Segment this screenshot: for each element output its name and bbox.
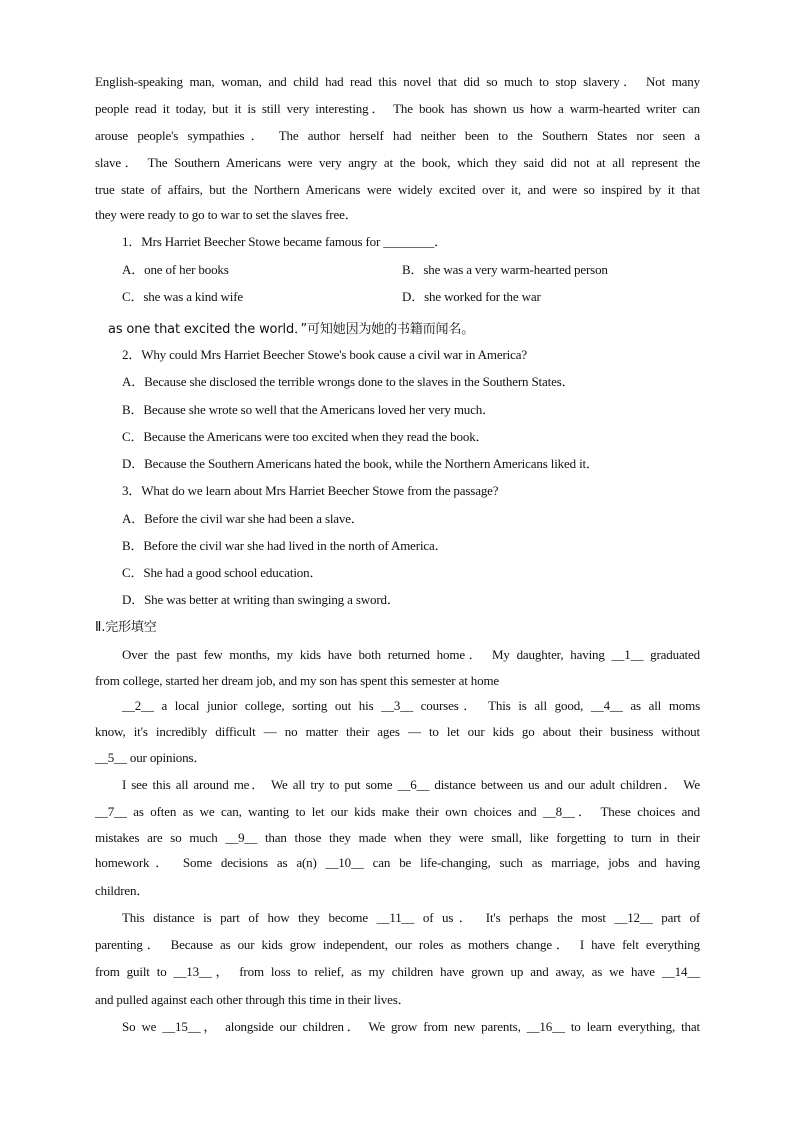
answer-note: as one that excited the world．”可知她因为她的书籍而闻名。 [108,322,475,337]
q3-option-a: A．Before the civil war she had been a slave． [122,511,364,526]
q1-option-c: C．she was a kind wife [122,289,244,304]
q1-question: 1．Mrs Harriet Beecher Stowe became famous for ________． [122,234,447,249]
cloze-line-3: __2__ a local junior college, sorting out his __3__ courses． This is all good, __4__ as all moms [122,698,700,713]
passage-line-3: arouse people's sympathies． The author herself had neither been to the Southern States nor seen a [95,128,700,143]
cloze-line-5: __5__ our opinions． [95,750,207,765]
section-heading: Ⅱ.完形填空 [95,620,157,635]
q2-option-a: A．Because she disclosed the terrible wrongs done to the slaves in the Southern States． [122,374,575,389]
q1-option-a: A．one of her books [122,262,229,277]
passage-line-5: true state of affairs, but the Northern Americans were widely excited over it, and were so inspired by it that [95,182,700,197]
cloze-line-4: know, it's incredibly difficult — no matter their ages — to let our kids go about their business without [95,724,700,739]
cloze-line-15: So we __15__， alongside our children． We grow from new parents, __16__ to learn everything, that [122,1019,700,1034]
q1-option-b: B．she was a very warm-hearted person [402,262,608,277]
cloze-line-1: Over the past few months, my kids have both returned home． My daughter, having __1__ graduated [122,647,700,662]
q3-option-c: C．She had a good school education． [122,565,323,580]
passage-line-2: people read it today, but it is still very interesting． The book has shown us how a warm-hearted writer can [95,101,700,116]
cloze-line-2: from college, started her dream job, and my son has spent this semester at home [95,673,500,688]
q3-question: 3．What do we learn about Mrs Harriet Beecher Stowe from the passage? [122,483,499,498]
cloze-line-11: This distance is part of how they become __11__ of us． It's perhaps the most __12__ part of [122,910,700,925]
q2-option-c: C．Because the Americans were too excited when they read the book． [122,429,489,444]
cloze-line-8: mistakes are so much __9__ than those they made when they were small, like forgetting to turn in their [95,830,700,845]
cloze-line-12: parenting． Because as our kids grow independent, our roles as mothers change． I have felt everything [95,937,700,952]
cloze-line-6: I see this all around me． We all try to put some __6__ distance between us and our adult children． We [122,777,700,792]
cloze-line-9: homework． Some decisions as a(n) __10__ can be life-changing, such as marriage, jobs and having [95,855,700,870]
cloze-line-7: __7__ as often as we can, wanting to let our kids make their own choices and __8__． These choices and [95,804,700,819]
q3-option-b: B．Before the civil war she had lived in the north of America． [122,538,448,553]
q2-question: 2．Why could Mrs Harriet Beecher Stowe's book cause a civil war in America? [122,347,527,362]
cloze-line-14: and pulled against each other through this time in their lives． [95,992,411,1007]
passage-line-1: English-speaking man, woman, and child had read this novel that did so much to stop slavery． Not many [95,74,700,89]
passage-line-4: slave． The Southern Americans were very angry at the book, which they said did not at all represent the [95,155,700,170]
cloze-line-13: from guilt to __13__， from loss to relief, as my children have grown up and away, as we have __14__ [95,964,700,979]
q2-option-b: B．Because she wrote so well that the Americans loved her very much． [122,402,495,417]
q1-option-d: D．she worked for the war [402,289,541,304]
passage-line-6: they were ready to go to war to set the slaves free． [95,207,358,222]
cloze-line-10: children． [95,883,150,898]
q2-option-d: D．Because the Southern Americans hated the book, while the Northern Americans liked it． [122,456,599,471]
q3-option-d: D．She was better at writing than swinging a sword． [122,592,400,607]
